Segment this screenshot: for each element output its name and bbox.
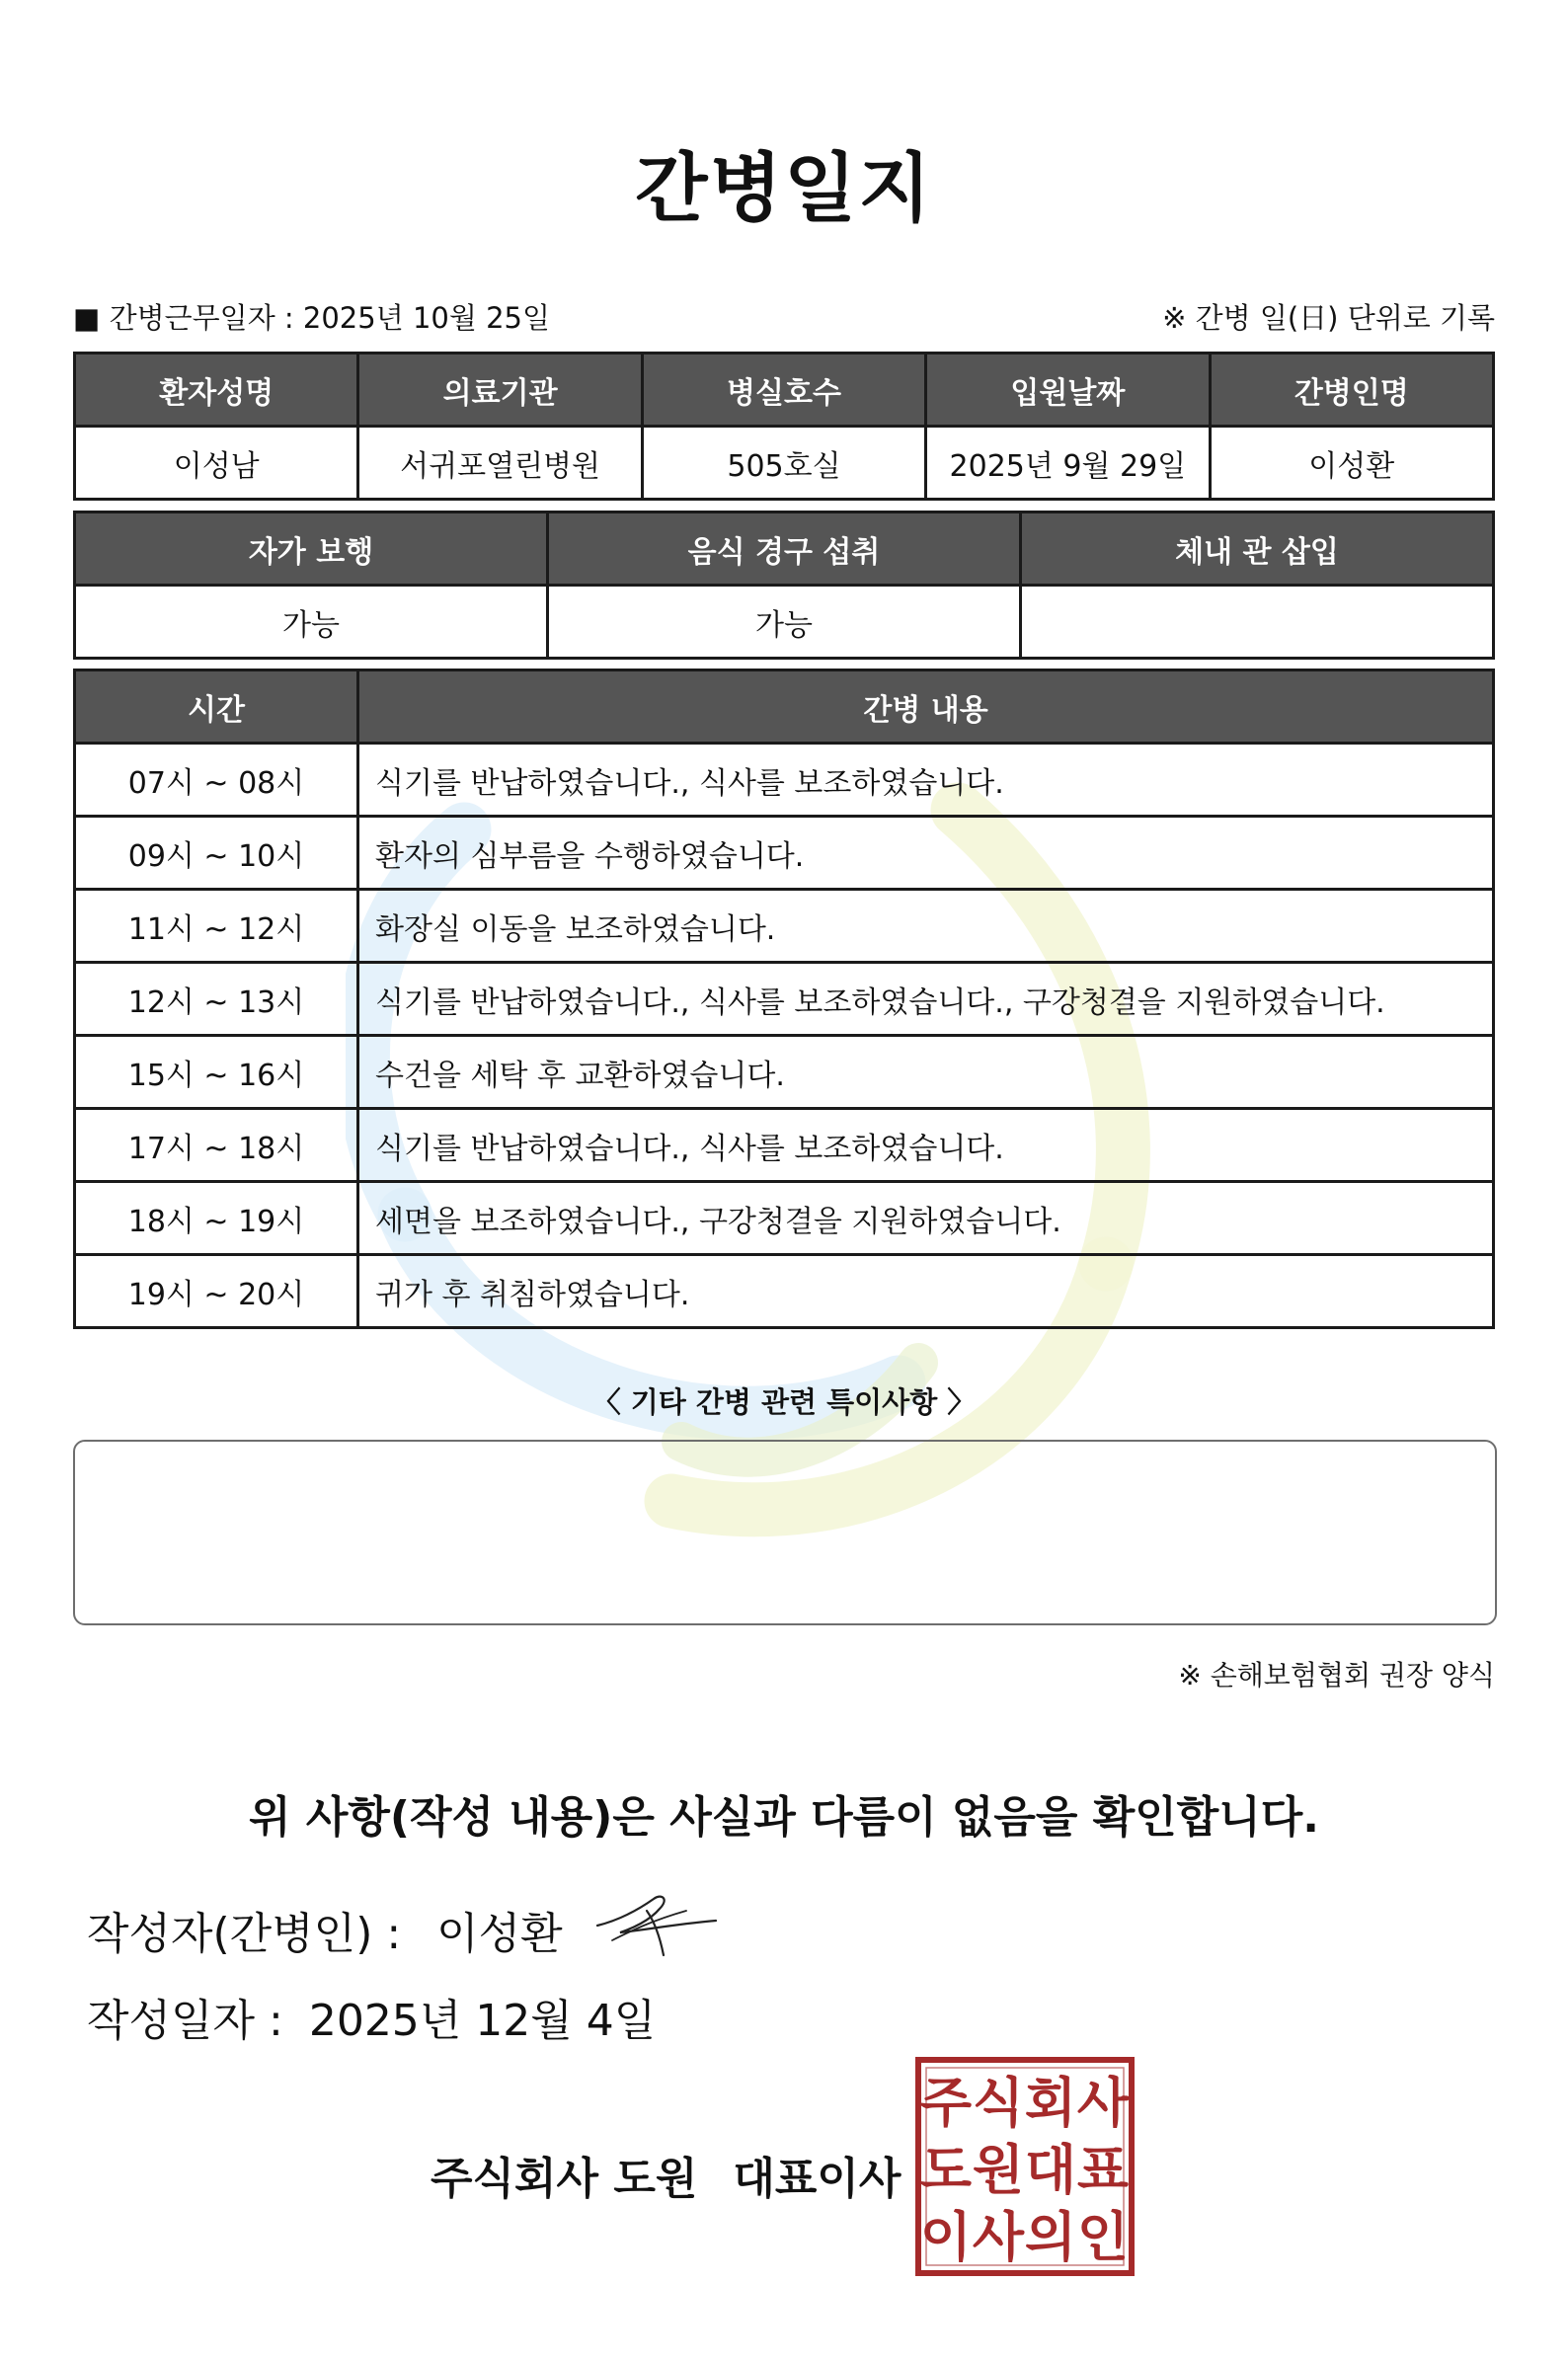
table-row [75,890,1494,963]
seal-character: 사 [972,2206,1025,2268]
header-self-walking: 자가 보행 [75,512,548,586]
handwritten-signature [592,1881,721,1960]
written-date-label: 작성일자 : [87,1996,283,2046]
admission-date: 2025년 9월 29일 [926,427,1210,500]
log-content: 식기를 반납하였습니다., 식사를 보조하였습니다., 구강청결을 지원하였습니다. [358,963,1494,1036]
log-content: 수건을 세탁 후 교환하였습니다. [358,1036,1494,1109]
seal-character: 도 [919,2139,973,2201]
writer-name: 이성환 [436,1909,563,1959]
special-notes-box [73,1440,1497,1625]
representative-title: 대표이사 [733,2154,902,2204]
unit-note: ※ 간병 일(日) 단위로 기록 [1162,301,1495,335]
room-number: 505호실 [642,427,925,500]
written-date-line [87,1985,656,2048]
log-content: 식기를 반납하였습니다., 식사를 보조하였습니다. [358,1109,1494,1182]
written-date-value: 2025년 12월 4일 [308,1996,657,2046]
care-log-table [73,669,1495,1329]
table-row [75,817,1494,890]
header-admission-date: 입원날짜 [926,354,1210,427]
header-caregiver-name: 간병인명 [1210,354,1493,427]
patient-name: 이성남 [75,427,358,500]
log-content: 환자의 심부름을 수행하였습니다. [358,817,1494,890]
header-room-number: 병실호수 [642,354,925,427]
company-signature-line [431,2143,901,2206]
confirmation-statement: 위 사항(작성 내용)은 사실과 다름이 없음을 확인합니다. [249,1792,1319,1843]
seal-character: 이 [919,2206,973,2268]
seal-character: 사 [1076,2072,1130,2134]
log-content: 귀가 후 취침하였습니다. [358,1255,1494,1328]
log-content: 식기를 반납하였습니다., 식사를 보조하였습니다. [358,744,1494,817]
seal-character: 인 [1076,2206,1130,2268]
self-walking-value: 가능 [75,586,548,659]
header-oral-intake: 음식 경구 섭취 [548,512,1021,586]
oral-intake-value: 가능 [548,586,1021,659]
log-time: 07시 ~ 08시 [75,744,358,817]
log-time: 09시 ~ 10시 [75,817,358,890]
seal-character: 대 [1024,2139,1077,2201]
header-care-content: 간병 내용 [358,670,1494,744]
seal-character: 원 [972,2139,1025,2201]
care-log-header-row [75,670,1494,744]
log-content: 화장실 이동을 보조하였습니다. [358,890,1494,963]
company-seal-stamp [914,2056,1136,2277]
patient-info-value-row [75,427,1494,500]
table-row [75,1109,1494,1182]
special-notes-heading: 〈 기타 간병 관련 특이사항 〉 [591,1385,977,1419]
table-row [75,963,1494,1036]
writer-label: 작성자(간병인) : [87,1909,402,1959]
table-row [75,1255,1494,1328]
seal-character: 표 [1076,2139,1130,2201]
institution: 서귀포열린병원 [358,427,642,500]
log-content: 세면을 보조하였습니다., 구강청결을 지원하였습니다. [358,1182,1494,1255]
patient-info-header-row [75,354,1494,427]
form-source-note: ※ 손해보험협회 권장 양식 [1178,1659,1495,1692]
patient-info-table [73,352,1495,501]
seal-character: 식 [972,2072,1025,2134]
table-row [75,1182,1494,1255]
work-date: ■ 간병근무일자 : 2025년 10월 25일 [73,301,550,335]
seal-character: 회 [1024,2072,1077,2134]
header-institution: 의료기관 [358,354,642,427]
log-time: 17시 ~ 18시 [75,1109,358,1182]
header-patient-name: 환자성명 [75,354,358,427]
table-row [75,1036,1494,1109]
seal-character: 주 [919,2072,973,2134]
status-value-row [75,586,1494,659]
log-time: 15시 ~ 16시 [75,1036,358,1109]
document-meta-row [73,296,1495,336]
log-time: 12시 ~ 13시 [75,963,358,1036]
company-name: 주식회사 도원 [431,2154,698,2204]
table-row [75,744,1494,817]
log-time: 19시 ~ 20시 [75,1255,358,1328]
patient-status-table [73,511,1495,660]
document-title: 간병일지 [635,144,933,232]
writer-line [87,1898,563,1961]
status-header-row [75,512,1494,586]
header-time: 시간 [75,670,358,744]
tube-insertion-value [1021,586,1494,659]
log-time: 11시 ~ 12시 [75,890,358,963]
seal-character: 의 [1024,2206,1077,2268]
log-time: 18시 ~ 19시 [75,1182,358,1255]
caregiver-name: 이성환 [1210,427,1493,500]
header-tube-insertion: 체내 관 삽입 [1021,512,1494,586]
